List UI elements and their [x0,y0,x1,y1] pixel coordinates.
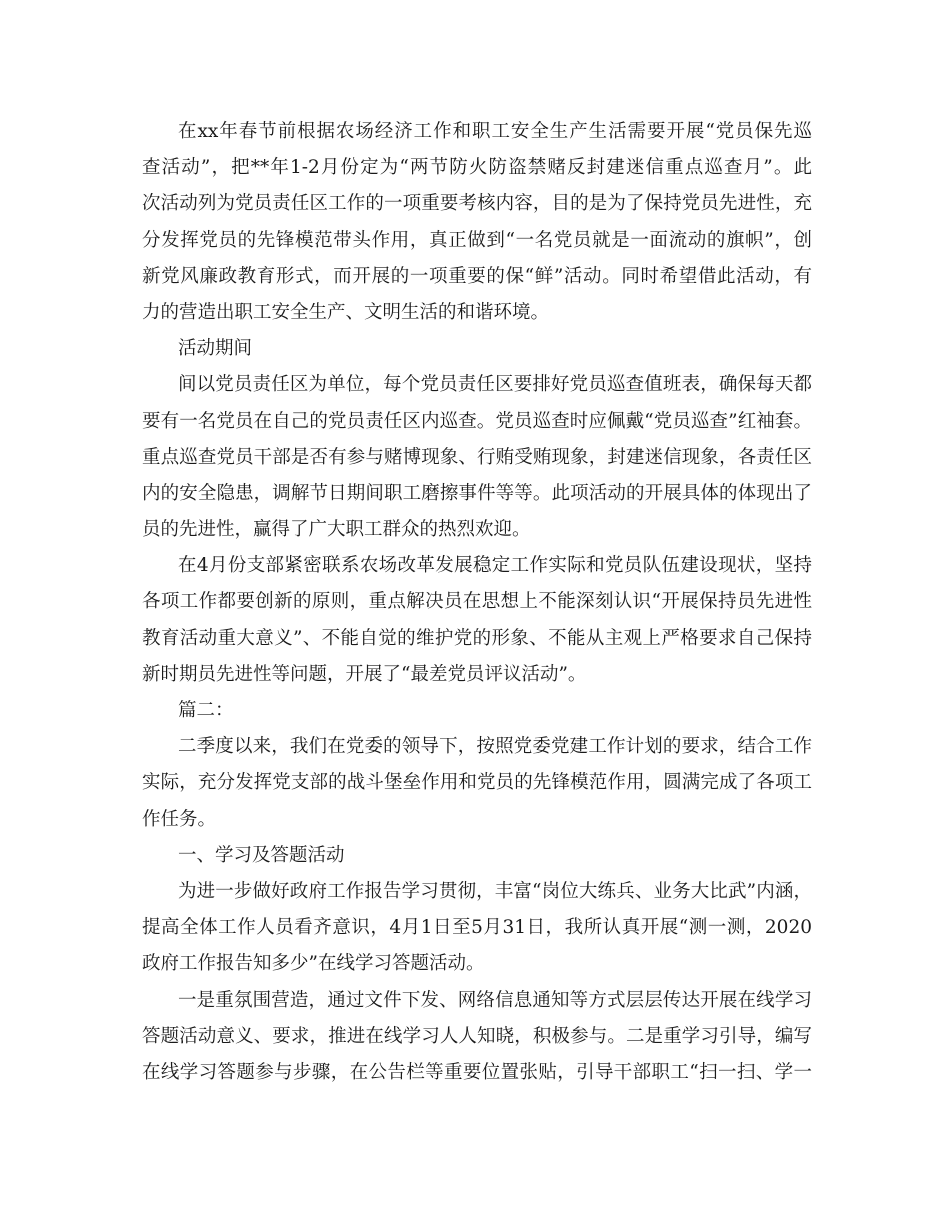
text-line: 查活动”，把**年1-2月份定为“两节防火防盗禁赌反封建迷信重点巡查月”。此 [142,157,812,179]
text-line: 要有一名党员在自己的党员责任区内巡查。党员巡查时应佩戴“党员巡查”红袖套。 [142,410,812,432]
text-line: 二季度以来，我们在党委的领导下，按照党委党建工作计划的要求，结合工作 [178,736,812,758]
text-line: 次活动列为党员责任区工作的一项重要考核内容，目的是为了保持党员先进性，充 [142,193,812,215]
paragraph-2 [142,367,812,548]
text-line: 在xx年春节前根据农场经济工作和职工安全生产生活需要开展“党员保先巡 [178,121,812,142]
paragraph-6 [142,983,812,1092]
text-line: 分发挥党员的先锋模范带头作用，真正做到“一名党员就是一面流动的旗帜”，创 [142,229,812,251]
section-heading: 一、学习及答题活动 [178,844,345,866]
text-line: 提高全体工作人员看齐意识，4月1日至5月31日，我所认真开展“测一测，2020 [142,917,812,939]
text-line: 员的先进性，赢得了广大职工群众的热烈欢迎。 [142,519,531,541]
text-line: 教育活动重大意义”、不能自觉的维护党的形象、不能从主观上严格要求自己保持 [142,627,812,649]
text-line: 作任务。 [142,808,217,830]
text-line: 新时期员先进性等问题，开展了“最差党员评议活动”。 [142,663,587,685]
text-line: 答题活动意义、要求，推进在线学习人人知晓，积极参与。二是重学习引导，编写 [142,1025,812,1047]
text-line: 间以党员责任区为单位，每个党员责任区要排好党员巡查值班表，确保每天都 [178,374,812,396]
text-line: 在线学习答题参与步骤，在公告栏等重要位置张贴，引导干部职工“扫一扫、学一 [142,1061,812,1083]
text-line: 实际，充分发挥党支部的战斗堡垒作用和党员的先锋模范作用，圆满完成了各项工 [142,772,812,794]
text-line: 力的营造出职工安全生产、文明生活的和谐环境。 [142,301,550,323]
text-line: 政府工作报告知多少”在线学习答题活动。 [142,953,485,975]
text-line: 在4月份支部紧密联系农场改革发展稳定工作实际和党员队伍建设现状，坚持 [178,555,812,577]
text-line: 内的安全隐患，调解节日期间职工磨擦事件等等。此项活动的开展具体的体现出了 [142,482,812,504]
text-line: 为进一步做好政府工作报告学习贯彻，丰富“岗位大练兵、业务大比武”内涵， [178,880,812,902]
text-line: 重点巡查党员干部是否有参与赌博现象、行贿受贿现象，封建迷信现象，各责任区 [142,446,812,468]
paragraph-3 [142,548,812,693]
text-line: 各项工作都要创新的原则，重点解决员在思想上不能深刻认识“开展保持员先进性 [142,591,812,613]
text-line: 新党风廉政教育形式，而开展的一项重要的保“鲜”活动。同时希望借此活动，有 [142,265,812,287]
section-heading: 篇二： [178,700,234,721]
paragraph-5 [142,874,812,983]
document-page [142,114,812,1091]
section-heading: 活动期间 [178,338,253,360]
text-line: 一是重氛围营造，通过文件下发、网络信息通知等方式层层传达开展在线学习 [178,989,812,1011]
paragraph-1 [142,114,812,331]
paragraph-4 [142,729,812,838]
